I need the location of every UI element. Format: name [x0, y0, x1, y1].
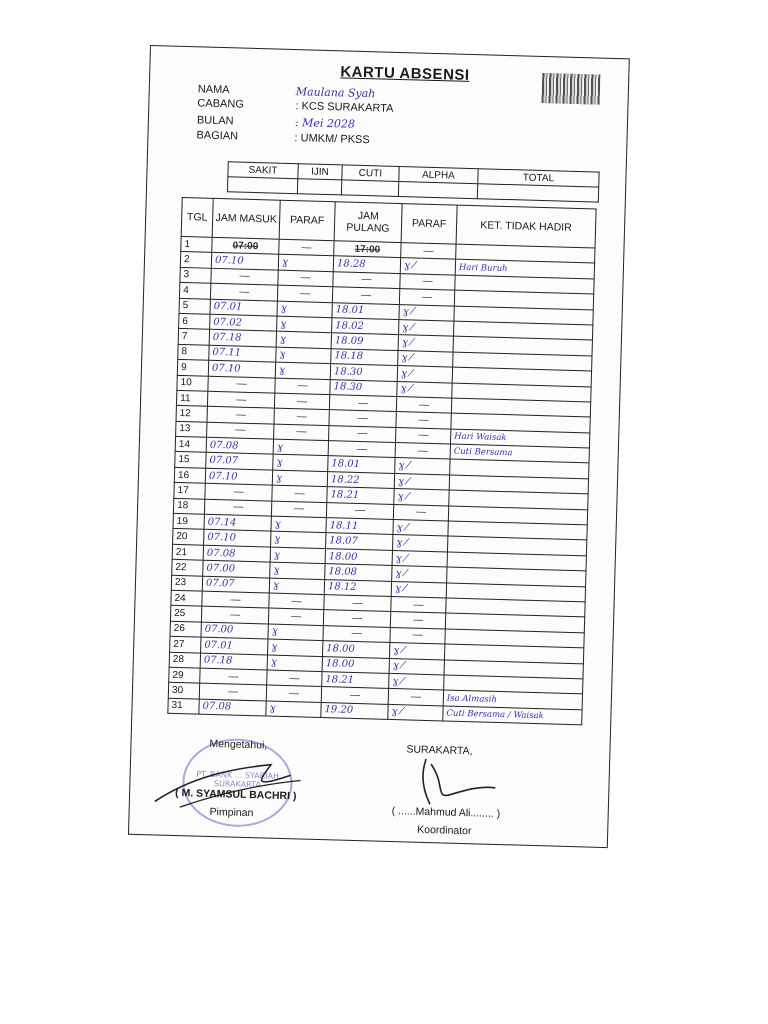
row-jam-masuk: 07:00 [212, 237, 279, 254]
row-paraf-pulang: ɣ ⁄ [389, 643, 444, 660]
row-date: 8 [178, 344, 209, 360]
row-paraf-pulang: — [388, 689, 443, 706]
row-date: 21 [172, 544, 203, 560]
row-paraf-pulang: ɣ ⁄ [392, 535, 447, 552]
row-date: 16 [174, 467, 205, 483]
summary-cell [477, 184, 598, 202]
row-date: 18 [173, 498, 204, 514]
summary-header-cuti: CUTI [342, 165, 399, 182]
row-jam-masuk: 07.01 [201, 637, 268, 654]
row-paraf-masuk: ɣ [267, 655, 322, 672]
row-jam-pulang: — [329, 425, 396, 442]
row-date: 26 [170, 621, 201, 637]
row-date: 5 [179, 298, 210, 314]
row-paraf-masuk: — [278, 270, 333, 287]
row-paraf-masuk: — [277, 285, 332, 302]
row-paraf-masuk: — [271, 501, 326, 518]
row-jam-masuk: — [200, 668, 267, 685]
row-jam-pulang: 18.28 [333, 256, 400, 273]
row-paraf-masuk: ɣ [271, 516, 326, 533]
row-jam-pulang: 18.21 [322, 671, 389, 688]
cabang-value: : KCS SURAKARTA [295, 100, 394, 115]
row-jam-pulang: 18.08 [325, 564, 392, 581]
row-paraf-masuk: — [269, 593, 324, 610]
row-jam-pulang: — [329, 395, 396, 412]
row-date: 28 [169, 652, 200, 668]
summary-header-alpha: ALPHA [399, 167, 478, 184]
row-paraf-pulang: ɣ ⁄ [394, 473, 449, 490]
row-jam-pulang: 18.18 [331, 348, 398, 365]
row-jam-pulang: 18.11 [326, 518, 393, 535]
row-jam-pulang: 18.30 [330, 379, 397, 396]
summary-header-sakit: SAKIT [228, 162, 298, 179]
row-date: 4 [179, 283, 210, 299]
row-jam-pulang: 17:00 [334, 241, 401, 258]
row-jam-pulang: 18.22 [327, 471, 394, 488]
left-name: ( M. SYAMSUL BACHRI ) [174, 786, 297, 803]
row-date: 7 [178, 329, 209, 345]
row-paraf-pulang: ɣ ⁄ [388, 704, 443, 721]
row-paraf-masuk: — [275, 378, 330, 395]
col-tgl: TGL [181, 197, 213, 237]
row-paraf-pulang: — [401, 243, 456, 260]
summary-cell [297, 179, 341, 195]
row-jam-pulang: 19.20 [321, 702, 388, 719]
row-date: 1 [181, 236, 212, 252]
row-date: 24 [171, 590, 202, 606]
bagian-value: : UMKM/ PKSS [294, 132, 370, 147]
row-jam-masuk: — [202, 591, 269, 608]
nama-value: Maulana Syah [295, 85, 376, 101]
row-paraf-masuk: ɣ [273, 455, 328, 472]
row-paraf-pulang: ɣ ⁄ [394, 489, 449, 506]
row-paraf-pulang: — [391, 596, 446, 613]
row-jam-pulang: 18.21 [327, 487, 394, 504]
row-paraf-pulang: — [390, 612, 445, 629]
row-paraf-masuk: ɣ [268, 624, 323, 641]
row-date: 14 [175, 436, 206, 452]
row-paraf-pulang: ɣ ⁄ [400, 258, 455, 275]
row-jam-pulang: — [326, 502, 393, 519]
row-paraf-masuk: — [279, 239, 334, 256]
row-paraf-masuk: — [267, 670, 322, 687]
row-jam-masuk: 07.08 [203, 545, 270, 562]
col-paraf-1: PARAF [279, 200, 335, 241]
row-jam-pulang: — [323, 625, 390, 642]
bulan-value: : Mei 2028 [294, 116, 356, 131]
row-paraf-masuk: ɣ [275, 362, 330, 379]
row-keterangan: Cuti Bersama [450, 444, 589, 463]
row-date: 11 [176, 390, 207, 406]
row-jam-masuk: — [207, 407, 274, 424]
row-jam-masuk: 07.07 [206, 453, 273, 470]
row-jam-masuk: 07.10 [204, 530, 271, 547]
row-jam-pulang: 18.00 [323, 641, 390, 658]
row-paraf-pulang: — [393, 504, 448, 521]
row-paraf-pulang: ɣ ⁄ [393, 520, 448, 537]
field-bagian: BAGIAN : UMKM/ PKSS [196, 129, 370, 147]
qr-code-icon [542, 73, 601, 105]
summary-table [227, 161, 600, 202]
row-date: 15 [175, 452, 206, 468]
row-paraf-pulang: — [395, 443, 450, 460]
row-paraf-pulang: ɣ ⁄ [395, 458, 450, 475]
row-date: 23 [171, 575, 202, 591]
row-jam-masuk: — [208, 376, 275, 393]
attendance-table [167, 197, 596, 725]
row-jam-masuk: 07.08 [206, 437, 273, 454]
row-jam-pulang: — [329, 410, 396, 427]
row-jam-masuk: 07.08 [199, 699, 266, 716]
row-date: 29 [169, 667, 200, 683]
row-date: 31 [168, 698, 199, 714]
left-caption: Mengetahui, [209, 737, 268, 752]
row-jam-masuk: — [207, 391, 274, 408]
row-date: 6 [179, 313, 210, 329]
row-jam-pulang: — [321, 687, 388, 704]
row-jam-masuk: 07.11 [209, 345, 276, 362]
row-jam-pulang: 18.01 [328, 456, 395, 473]
row-jam-pulang: — [333, 271, 400, 288]
row-date: 13 [176, 421, 207, 437]
row-paraf-masuk: ɣ [266, 701, 321, 718]
row-paraf-masuk: ɣ [270, 547, 325, 564]
row-paraf-pulang: ɣ ⁄ [397, 366, 452, 383]
row-keterangan: Cuti Bersama / Waisak [443, 706, 582, 725]
row-jam-masuk: 07.07 [202, 576, 269, 593]
col-paraf-2: PARAF [401, 204, 457, 245]
row-jam-masuk: — [210, 283, 277, 300]
row-paraf-pulang: — [390, 627, 445, 644]
row-jam-masuk: — [205, 483, 272, 500]
row-jam-masuk: 07.02 [210, 314, 277, 331]
row-date: 20 [173, 529, 204, 545]
row-jam-pulang: 18.07 [326, 533, 393, 550]
attendance-rows [168, 236, 595, 724]
row-paraf-pulang: ɣ ⁄ [399, 304, 454, 321]
row-paraf-pulang: ɣ ⁄ [389, 673, 444, 690]
field-nama: NAMA Maulana Syah [197, 83, 376, 101]
row-date: 12 [176, 406, 207, 422]
row-paraf-masuk: — [274, 393, 329, 410]
row-paraf-masuk: — [274, 408, 329, 425]
row-paraf-masuk: ɣ [276, 347, 331, 364]
row-jam-masuk: 07.10 [208, 360, 275, 377]
row-paraf-masuk: ɣ [273, 439, 328, 456]
field-bulan: BULAN : Mei 2028 [196, 114, 356, 131]
attendance-card [128, 45, 630, 848]
row-date: 27 [170, 636, 201, 652]
summary-cell [341, 180, 398, 197]
right-title: Koordinator [417, 823, 472, 838]
row-jam-masuk: 07.10 [211, 253, 278, 270]
field-cabang: CABANG : KCS SURAKARTA [197, 97, 394, 115]
row-paraf-masuk: ɣ [268, 639, 323, 656]
right-caption: SURAKARTA, [406, 743, 473, 758]
row-jam-masuk: — [199, 683, 266, 700]
row-date: 17 [174, 483, 205, 499]
row-date: 22 [172, 560, 203, 576]
row-jam-pulang: — [323, 610, 390, 627]
summary-header-total: TOTAL [478, 169, 599, 187]
row-paraf-pulang: — [396, 412, 451, 429]
row-jam-masuk: 07.00 [203, 560, 270, 577]
row-jam-masuk: — [207, 422, 274, 439]
row-jam-pulang: — [328, 441, 395, 458]
row-jam-masuk: — [201, 607, 268, 624]
row-jam-pulang: 18.30 [330, 364, 397, 381]
row-paraf-pulang: ɣ ⁄ [398, 335, 453, 352]
row-paraf-masuk: ɣ [278, 255, 333, 272]
row-date: 30 [168, 683, 199, 699]
col-jam-pulang: JAM PULANG [334, 202, 402, 243]
row-paraf-pulang: ɣ ⁄ [389, 658, 444, 675]
row-date: 9 [177, 360, 208, 376]
row-jam-pulang: 18.09 [331, 333, 398, 350]
row-date: 19 [173, 513, 204, 529]
row-date: 10 [177, 375, 208, 391]
row-jam-pulang: — [332, 287, 399, 304]
row-jam-masuk: 07.18 [209, 330, 276, 347]
row-date: 25 [170, 606, 201, 622]
row-date: 3 [180, 267, 211, 283]
row-paraf-masuk: ɣ [276, 331, 331, 348]
summary-cell [227, 177, 297, 194]
row-keterangan: Hari Waisak [450, 429, 589, 448]
row-jam-masuk: 07.01 [210, 299, 277, 316]
row-paraf-pulang: — [396, 396, 451, 413]
row-paraf-pulang: ɣ ⁄ [399, 320, 454, 337]
row-paraf-masuk: ɣ [277, 316, 332, 333]
col-ket-tidak-hadir: KET. TIDAK HADIR [456, 205, 596, 248]
card-title: KARTU ABSENSI [340, 63, 470, 84]
row-jam-masuk: 07.10 [205, 468, 272, 485]
row-jam-pulang: 18.00 [322, 656, 389, 673]
row-paraf-pulang: ɣ ⁄ [392, 566, 447, 583]
row-paraf-masuk: ɣ [277, 301, 332, 318]
row-jam-pulang: 18.00 [325, 548, 392, 565]
row-jam-masuk: 07.18 [200, 653, 267, 670]
row-jam-masuk: 07.00 [201, 622, 268, 639]
row-jam-pulang: 18.01 [332, 302, 399, 319]
row-paraf-pulang: — [395, 427, 450, 444]
row-jam-pulang: — [324, 595, 391, 612]
row-jam-masuk: — [211, 268, 278, 285]
row-paraf-masuk: ɣ [272, 470, 327, 487]
row-jam-masuk: — [204, 499, 271, 516]
row-jam-masuk: 07.14 [204, 514, 271, 531]
left-title: Pimpinan [209, 805, 254, 820]
col-jam-masuk: JAM MASUK [212, 198, 280, 239]
row-jam-pulang: 18.02 [332, 318, 399, 335]
row-paraf-pulang: — [399, 289, 454, 306]
row-paraf-masuk: ɣ [271, 531, 326, 548]
company-stamp: PT. BANK ... SYARIAH SURAKARTA [181, 737, 293, 828]
summary-cell [398, 181, 477, 198]
right-name: ( ......Mahmud Ali........ ) [391, 805, 501, 821]
row-keterangan: Isa Almasih [443, 690, 582, 709]
row-date: 2 [180, 252, 211, 268]
row-paraf-masuk: — [272, 485, 327, 502]
row-keterangan: Hari Buruh [455, 260, 594, 279]
row-paraf-pulang: ɣ ⁄ [397, 381, 452, 398]
row-jam-pulang: 18.12 [324, 579, 391, 596]
row-paraf-pulang: ɣ ⁄ [392, 550, 447, 567]
summary-header-ijin: IJIN [298, 164, 342, 180]
row-paraf-masuk: — [266, 685, 321, 702]
row-paraf-masuk: ɣ [270, 562, 325, 579]
row-paraf-pulang: ɣ ⁄ [391, 581, 446, 598]
row-paraf-masuk: ɣ [269, 578, 324, 595]
row-paraf-pulang: — [400, 273, 455, 290]
row-paraf-pulang: ɣ ⁄ [398, 350, 453, 367]
row-paraf-masuk: — [268, 608, 323, 625]
row-paraf-masuk: — [274, 424, 329, 441]
